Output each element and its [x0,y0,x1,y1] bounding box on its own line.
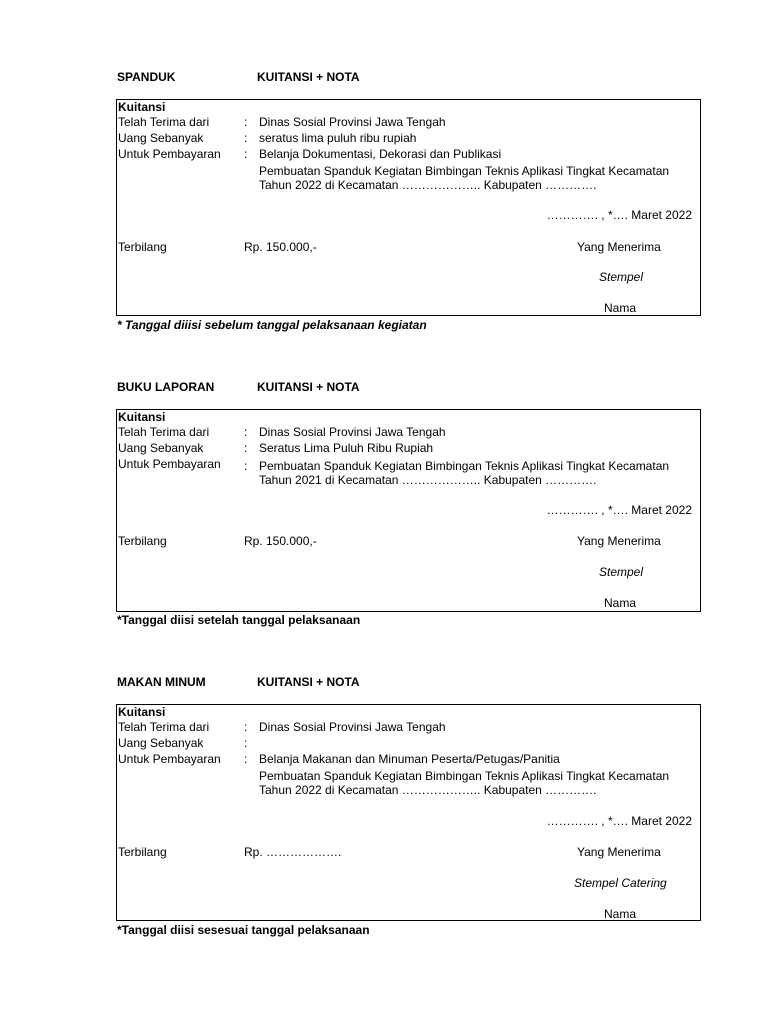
receipt-date: …………. , *…. Maret 2022 [546,814,692,828]
name-label: Nama [604,907,637,921]
value-amount-words: Seratus Lima Puluh Ribu Rupiah [259,441,434,455]
name-label: Nama [604,596,637,610]
receiver-label: Yang Menerima [577,845,661,859]
receipt-title: Kuitansi [118,705,166,719]
value-amount: Rp. 150.000,- [244,534,317,548]
section-category: BUKU LAPORAN [117,380,215,394]
section-spanduk [0,70,768,350]
colon: : [244,131,248,145]
receiver-label: Yang Menerima [577,534,661,548]
value-payment-line: Tahun 2022 di Kecamatan ……………….. Kabupaten …………. [259,783,597,797]
value-payment-line: Tahun 2022 di Kecamatan ……………….. Kabupaten …………. [259,178,597,192]
label-amount-words: Uang Sebanyak [118,736,204,750]
receipt-box [116,99,701,316]
value-received-from: Dinas Sosial Provinsi Jawa Tengah [259,115,446,129]
colon: : [244,441,248,455]
label-payment-for: Untuk Pembayaran [118,147,221,161]
value-payment-line: Pembuatan Spanduk Kegiatan Bimbingan Teknis Aplikasi Tingkat Kecamatan [259,164,670,178]
label-received-from: Telah Terima dari [118,720,210,734]
value-payment-line: Belanja Dokumentasi, Dekorasi dan Publikasi [259,147,502,161]
receipt-box [116,409,701,612]
colon: : [244,425,248,439]
label-payment-for: Untuk Pembayaran [118,752,221,766]
footnote: *Tanggal diisi sesesuai tanggal pelaksanaan [117,923,370,937]
receiver-label: Yang Menerima [577,240,661,254]
receipt-date: …………. , *…. Maret 2022 [546,503,692,517]
colon: : [244,459,248,473]
section-buku-laporan [0,380,768,660]
footnote: *Tanggal diisi setelah tanggal pelaksanaan [117,613,361,627]
stamp-label: Stempel Catering [574,876,667,890]
label-spelled: Terbilang [118,534,167,548]
label-spelled: Terbilang [118,240,167,254]
footnote: * Tanggal diiisi sebelum tanggal pelaksanaan kegiatan [117,318,427,332]
colon: : [244,752,248,766]
receipt-date: …………. , *…. Maret 2022 [546,208,692,222]
receipt-title: Kuitansi [118,410,166,424]
label-amount-words: Uang Sebanyak [118,441,204,455]
section-type: KUITANSI + NOTA [257,675,360,689]
label-payment-for: Untuk Pembayaran [118,457,221,471]
value-received-from: Dinas Sosial Provinsi Jawa Tengah [259,425,446,439]
value-payment-line: Pembuatan Spanduk Kegiatan Bimbingan Teknis Aplikasi Tingkat Kecamatan [259,769,670,783]
value-received-from: Dinas Sosial Provinsi Jawa Tengah [259,720,446,734]
stamp-label: Stempel [599,270,644,284]
section-category: SPANDUK [117,70,176,84]
colon: : [244,147,248,161]
colon: : [244,736,248,750]
label-received-from: Telah Terima dari [118,425,210,439]
label-amount-words: Uang Sebanyak [118,131,204,145]
colon: : [244,720,248,734]
colon: : [244,115,248,129]
receipt-box [116,704,701,921]
section-type: KUITANSI + NOTA [257,70,360,84]
section-type: KUITANSI + NOTA [257,380,360,394]
value-payment-line: Tahun 2021 di Kecamatan ……………….. Kabupaten …………. [259,473,597,487]
value-amount-words: seratus lima puluh ribu rupiah [259,131,417,145]
value-payment-line: Belanja Makanan dan Minuman Peserta/Petugas/Panitia [259,752,560,766]
section-makan-minum [0,675,768,955]
receipt-title: Kuitansi [118,100,166,114]
label-received-from: Telah Terima dari [118,115,210,129]
value-payment-line: Pembuatan Spanduk Kegiatan Bimbingan Teknis Aplikasi Tingkat Kecamatan [259,459,670,473]
label-spelled: Terbilang [118,845,167,859]
value-amount: Rp. ………………. [244,845,342,859]
value-amount: Rp. 150.000,- [244,240,317,254]
stamp-label: Stempel [599,565,644,579]
name-label: Nama [604,301,637,315]
section-category: MAKAN MINUM [117,675,206,689]
